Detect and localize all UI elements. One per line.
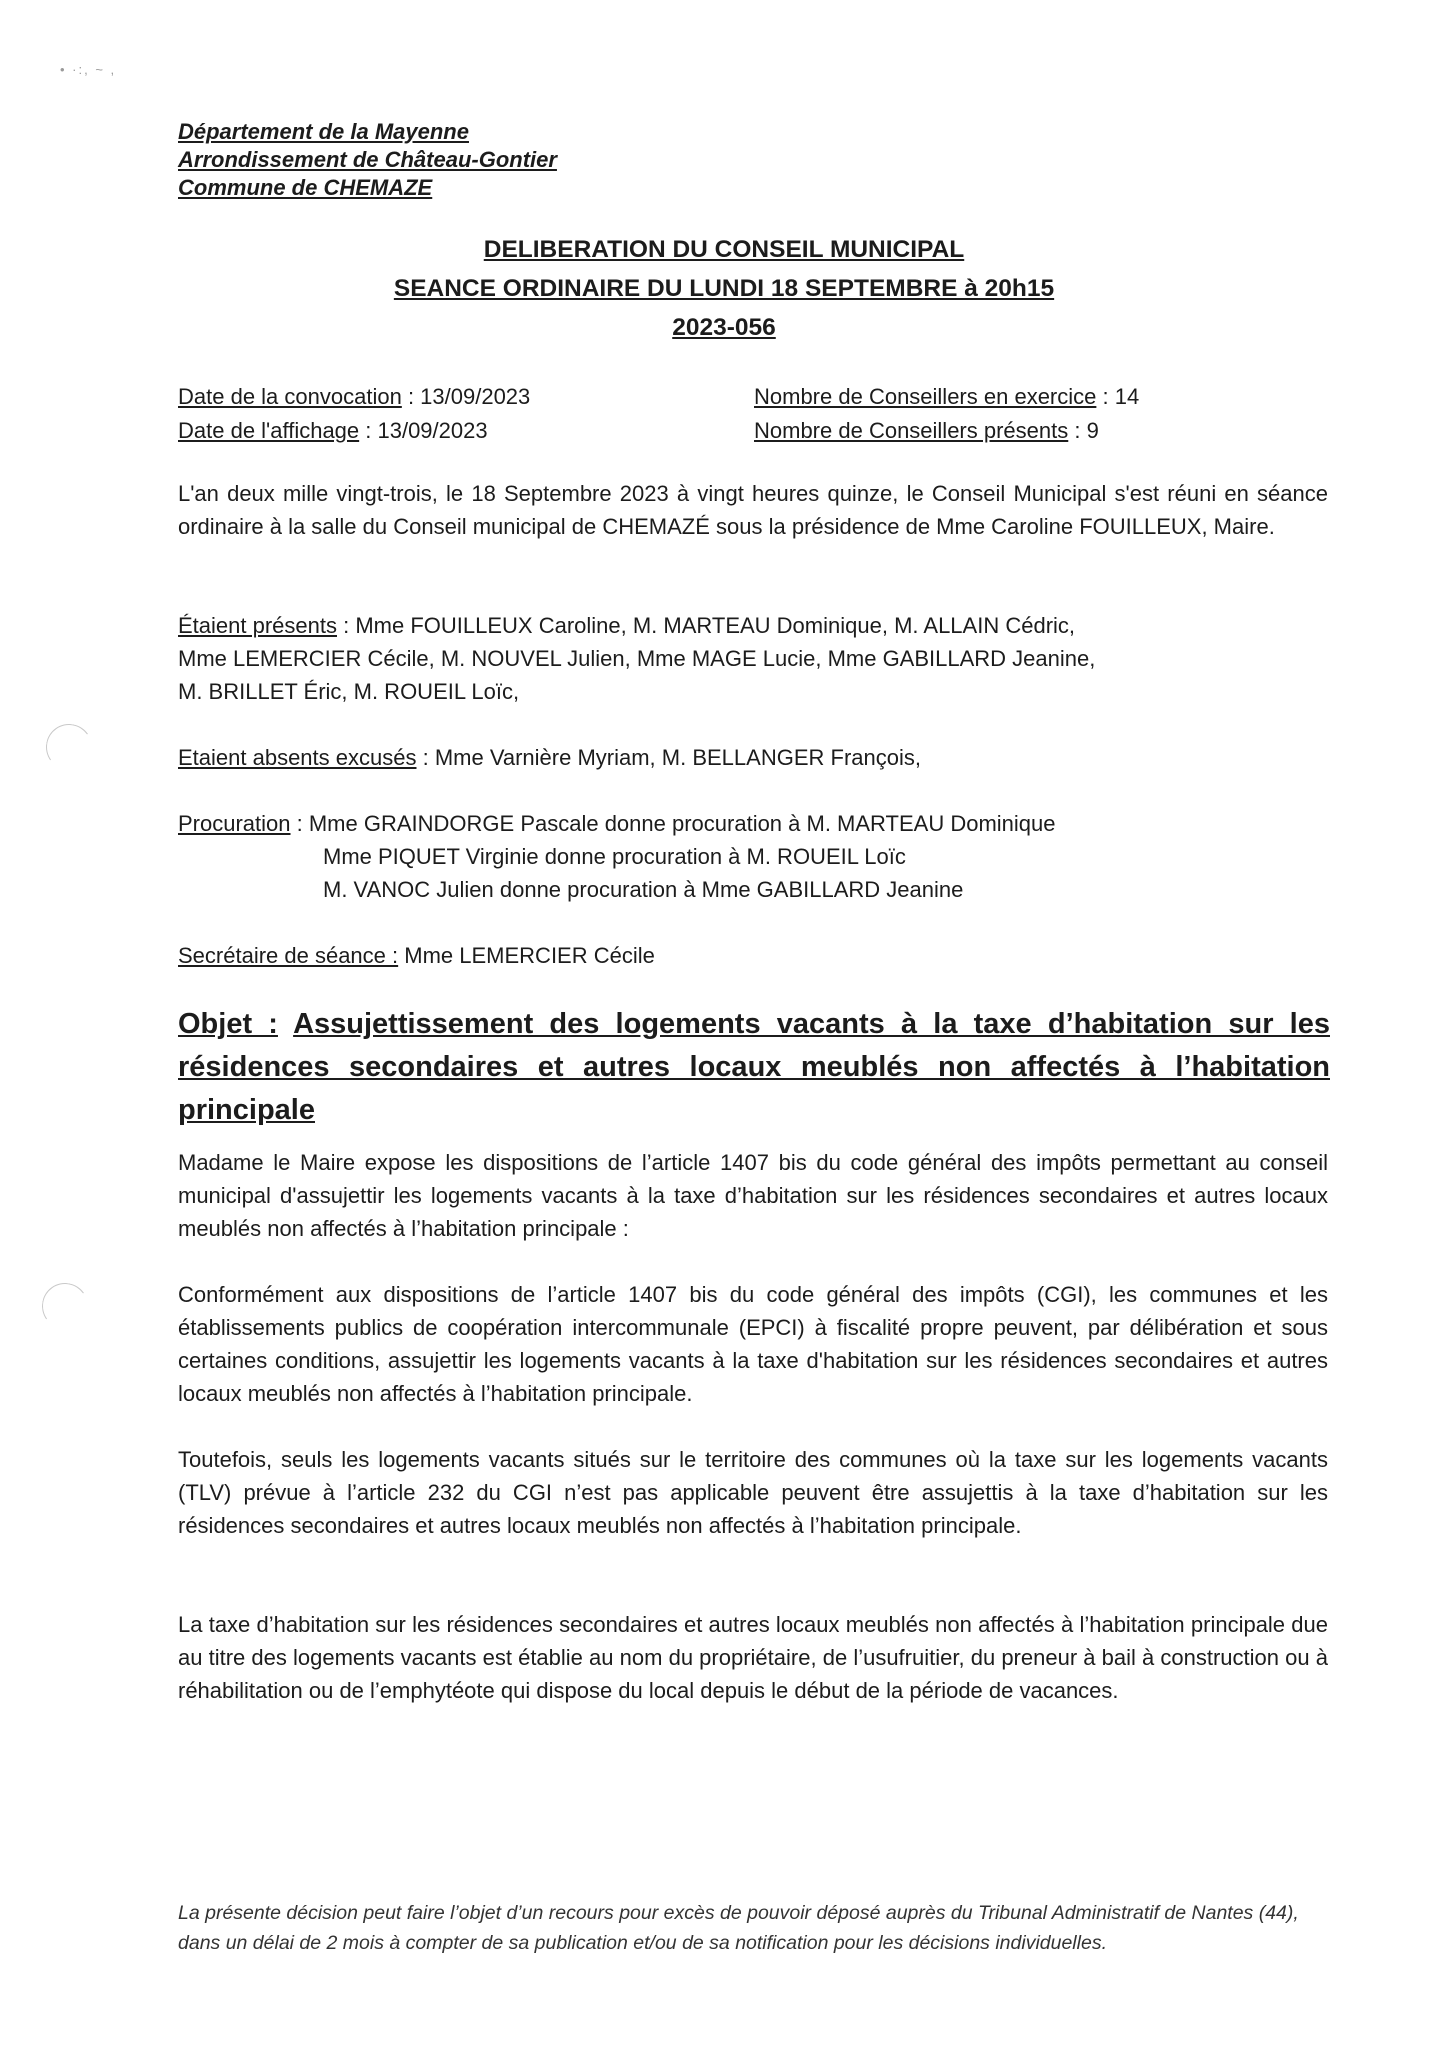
- presents-line: Mme LEMERCIER Cécile, M. NOUVEL Julien, Mme MAGE Lucie, Mme GABILLARD Jeanine,: [178, 646, 1096, 671]
- presents-line: M. BRILLET Éric, M. ROUEIL Loïc,: [178, 679, 520, 704]
- legal-notice: La présente décision peut faire l’objet d’un recours pour excès de pouvoir déposé auprès du Tribunal Administratif de Nantes (44), dans un délai de 2 mois à compter de sa publication et/ou de sa notification pour les décisions individuelles.: [178, 1902, 1299, 1954]
- intro-paragraph: L'an deux mille vingt-trois, le 18 Septembre 2023 à vingt heures quinze, le Conseil Municipal s'est réuni en séance ordinaire à la salle du Conseil municipal de CHEMAZÉ sous la présidence de Mme Caroline FOUILLEUX, Maire.: [178, 481, 1328, 539]
- body-paragraph: Madame le Maire expose les dispositions de l’article 1407 bis du code général des impôts permettant au conseil municipal d'assujettir les logements vacants à la taxe d’habitation sur les résidences secondaires et autres locaux meublés non affectés à l’habitation principale :: [178, 1150, 1328, 1241]
- affichage-value: : 13/09/2023: [359, 418, 488, 443]
- header-departement: Département de la Mayenne: [178, 119, 469, 144]
- procuration-line: : Mme GRAINDORGE Pascale donne procuration à M. MARTEAU Dominique: [290, 811, 1056, 836]
- presents-label: Étaient présents: [178, 613, 337, 638]
- header-arrondissement: Arrondissement de Château-Gontier: [178, 147, 557, 172]
- procuration-line: M. VANOC Julien donne procuration à Mme GABILLARD Jeanine: [323, 877, 964, 902]
- meta-counts: [754, 380, 1139, 448]
- meta-dates: [178, 380, 530, 448]
- procuration-list: [178, 807, 1056, 906]
- secretaire-label: Secrétaire de séance :: [178, 943, 399, 968]
- title-reference: 2023-056: [672, 314, 776, 341]
- title-deliberation: DELIBERATION DU CONSEIL MUNICIPAL: [483, 236, 965, 263]
- secretaire-value: Mme LEMERCIER Cécile: [398, 943, 655, 968]
- secretaire-line: [178, 939, 655, 972]
- hole-punch-mark: [38, 1279, 91, 1332]
- absents-label: Etaient absents excusés: [178, 745, 417, 770]
- exercice-value: : 14: [1096, 384, 1140, 409]
- objet-label: Objet :: [178, 1008, 278, 1040]
- convocation-label: Date de la convocation: [178, 384, 402, 409]
- body-paragraph: La taxe d’habitation sur les résidences secondaires et autres locaux meublés non affectés à l’habitation principale due au titre des logements vacants est établie au nom du propriétaire, de l’usufruitier, du preneur à bail à construction ou à réhabilitation ou de l’emphytéote qui dispose du local depuis le début de la période de vacances.: [178, 1612, 1328, 1703]
- presents-count-label: Nombre de Conseillers présents: [754, 418, 1069, 443]
- exercice-label: Nombre de Conseillers en exercice: [754, 384, 1097, 409]
- absents-value: : Mme Varnière Myriam, M. BELLANGER François,: [416, 745, 921, 770]
- presents-list: [178, 609, 1095, 708]
- hole-punch-mark: [42, 720, 95, 773]
- presents-count-value: : 9: [1068, 418, 1099, 443]
- body-paragraph: Toutefois, seuls les logements vacants situés sur le territoire des communes où la taxe sur les logements vacants (TLV) prévue à l’article 232 du CGI n’est pas applicable peuvent être assujettis à la taxe d’habitation sur les résidences secondaires et autres locaux meublés non affectés à l’habitation principale.: [178, 1447, 1328, 1538]
- document-title: [0, 230, 1448, 347]
- title-seance: SEANCE ORDINAIRE DU LUNDI 18 SEPTEMBRE à 20h15: [393, 275, 1055, 302]
- objet-text: Assujettissement des logements vacants à la taxe d’habitation sur les résidences secondaires et autres locaux meublés non affectés à l’habitation principale: [178, 1008, 1330, 1126]
- affichage-label: Date de l'affichage: [178, 418, 360, 443]
- header-commune: Commune de CHEMAZE: [178, 175, 433, 200]
- objet-heading: [178, 1003, 1330, 1132]
- absents-line: [178, 741, 921, 774]
- convocation-value: : 13/09/2023: [401, 384, 531, 409]
- presents-line: : Mme FOUILLEUX Caroline, M. MARTEAU Dominique, M. ALLAIN Cédric,: [336, 613, 1076, 638]
- procuration-label: Procuration: [178, 811, 291, 836]
- body-paragraph: Conformément aux dispositions de l’article 1407 bis du code général des impôts (CGI), les communes et les établissements publics de coopération intercommunale (EPCI) à fiscalité propre peuvent, par délibération et sous certaines conditions, assujettir les logements vacants à la taxe d'habitation sur les résidences secondaires et autres locaux meublés non affectés à l’habitation principale.: [178, 1282, 1328, 1406]
- administrative-header: [178, 118, 557, 202]
- procuration-line: Mme PIQUET Virginie donne procuration à M. ROUEIL Loïc: [323, 844, 906, 869]
- scan-speck: • ·:, ~ ,: [60, 62, 117, 77]
